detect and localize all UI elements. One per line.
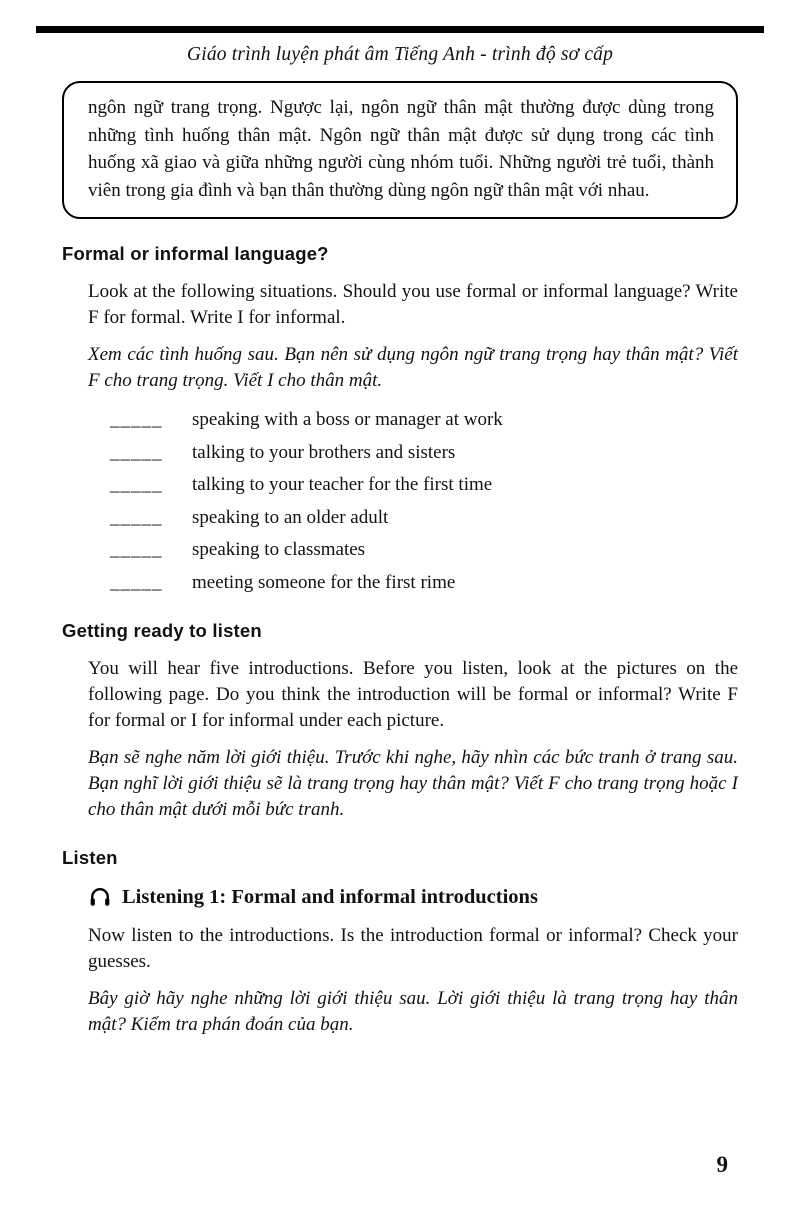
- page-number: 9: [716, 1152, 728, 1177]
- getting-ready-instruction-vi: Bạn sẽ nghe năm lời giới thiệu. Trước khi nghe, hãy nhìn các bức tranh ở trang sau. Bạn nghĩ lời giới thiệu sẽ là trang trọng hay thân mật? Viết F cho trang trọng hoặc I cho thân mật dưới mỗi bức tranh.: [88, 746, 738, 820]
- getting-ready-instruction-en: You will hear five introductions. Before you listen, look at the pictures on the following page. Do you think the introduction will be formal or informal? Write F for formal or I for informal under each picture.: [88, 657, 738, 731]
- situation-text: speaking with a boss or manager at work: [192, 409, 503, 430]
- intro-box: [62, 81, 738, 219]
- headphones-icon: [88, 886, 112, 908]
- blank-line: _____: [110, 506, 163, 528]
- listening-title: Listening 1: Formal and informal introductions: [122, 885, 538, 908]
- formal-informal-instruction-en: Look at the following situations. Should you use formal or informal language? Write F for formal. Write I for informal.: [88, 281, 738, 328]
- listening-heading: [88, 886, 738, 909]
- situation-text: speaking to an older adult: [192, 506, 389, 528]
- formal-informal-instruction-vi: Xem các tình huống sau. Bạn nên sử dụng ngôn ngữ trang trọng hay thân mật? Viết F cho trang trọng. Viết I cho thân mật.: [88, 344, 738, 391]
- situation-text: talking to your teacher for the first time: [192, 474, 493, 495]
- situation-text: speaking to classmates: [192, 539, 366, 560]
- situation-item: [110, 505, 738, 531]
- situation-item: [110, 407, 738, 433]
- situation-text: meeting someone for the first rime: [192, 571, 456, 593]
- blank-line: _____: [110, 571, 163, 593]
- top-rule: [36, 26, 764, 33]
- situation-item: [110, 440, 738, 466]
- section-heading-listen: Listen: [62, 846, 118, 868]
- blank-line: _____: [110, 474, 163, 495]
- blank-line: _____: [110, 409, 163, 430]
- situation-text: talking to your brothers and sisters: [192, 441, 456, 463]
- page-header-title: Giáo trình luyện phát âm Tiếng Anh - trình độ sơ cấp: [186, 44, 614, 65]
- situation-item: [110, 570, 738, 596]
- situation-list: [110, 407, 738, 596]
- page-content: [0, 81, 800, 1038]
- situation-item: [110, 472, 738, 498]
- blank-line: _____: [110, 539, 163, 560]
- blank-line: _____: [110, 441, 163, 463]
- intro-box-text: ngôn ngữ trang trọng. Ngược lại, ngôn ngữ thân mật thường được dùng trong những tình huống thân mật. Ngôn ngữ thân mật được sử dụng trong các tình huống xã giao và giữa những người cùng nhóm tuổi. Những người trẻ tuổi, thành viên trong gia đình và bạn thân thường dùng ngôn ngữ thân mật với nhau.: [88, 97, 714, 201]
- listen-instruction-en: Now listen to the introductions. Is the introduction formal or informal? Check your guesses.: [88, 924, 738, 972]
- situation-item: [110, 537, 738, 563]
- section-heading-formal-informal: Formal or informal language?: [62, 243, 329, 264]
- section-heading-getting-ready: Getting ready to listen: [62, 619, 262, 641]
- listen-instruction-vi: Bây giờ hãy nghe những lời giới thiệu sau. Lời giới thiệu là trang trọng hay thân mật? Kiểm tra phán đoán của bạn.: [88, 987, 738, 1035]
